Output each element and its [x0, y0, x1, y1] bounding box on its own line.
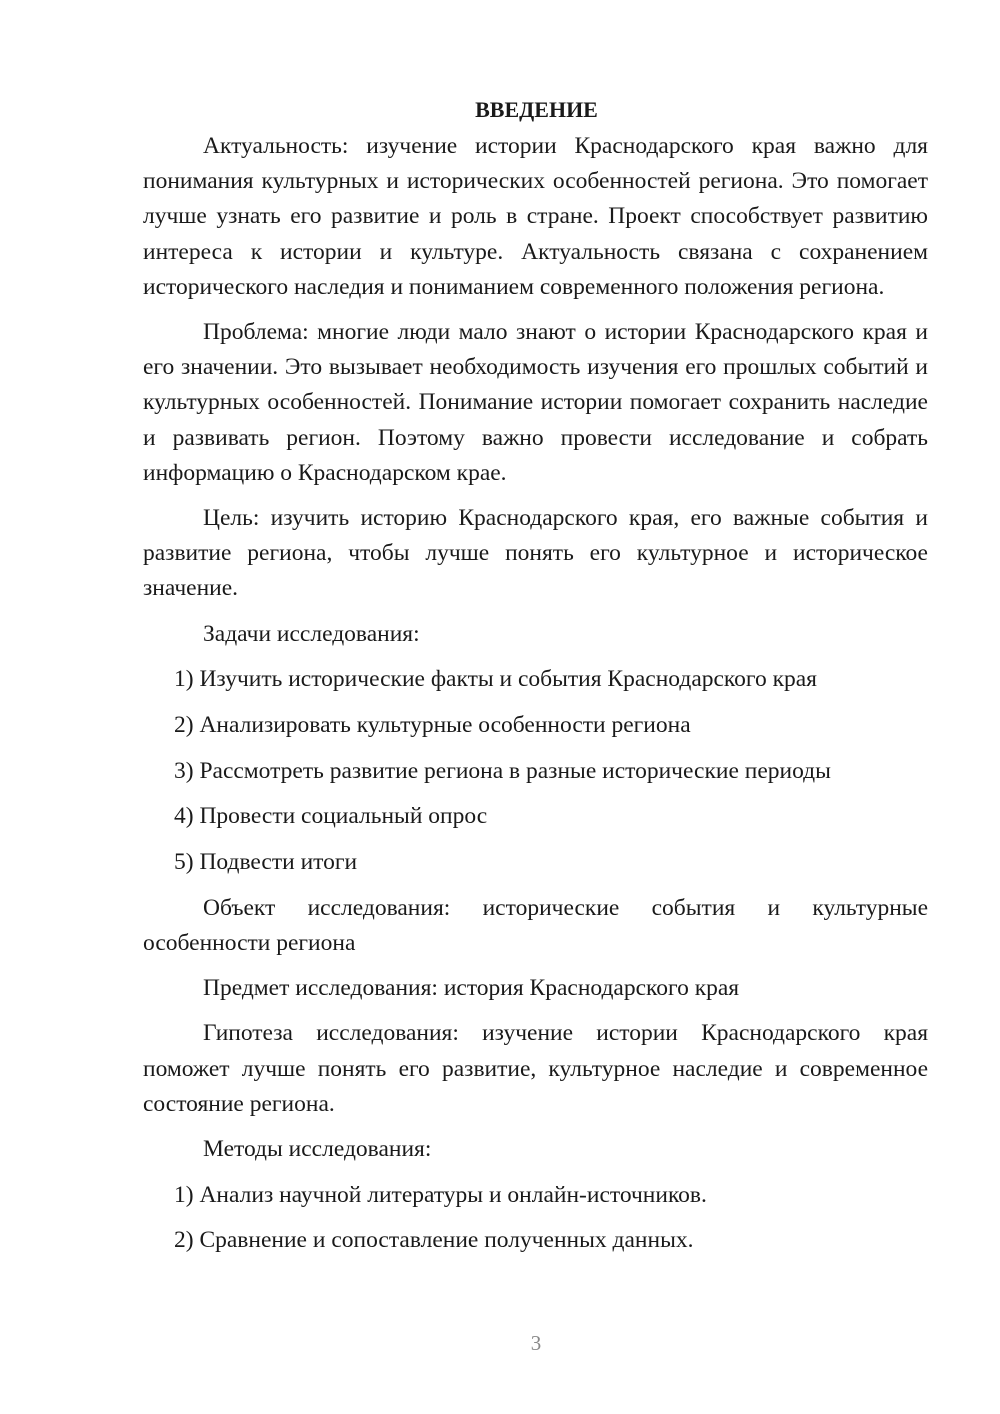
goal-paragraph: Цель: изучить историю Краснодарского края, его важные события и развитие региона, чтобы лучше понять его культурное и историческое значение. — [143, 505, 928, 602]
hypothesis-paragraph: Гипотеза исследования: изучение истории Краснодарского края поможет лучше понять его развитие, культурное наследие и современное состояние региона. — [143, 1020, 928, 1117]
task-item: 3) Рассмотреть развитие региона в разные исторические периоды — [174, 757, 831, 784]
page-content — [143, 92, 928, 1259]
task-item: 5) Подвести итоги — [174, 849, 358, 876]
problem-paragraph: Проблема: многие люди мало знают о истории Краснодарского края и его значении. Это вызывает необходимость изучения его прошлых событий и культурных особенностей. Понимание истории помогает сохранить наследие и развивать регион. Поэтому важно провести исследование и собрать информацию о Краснодарском крае. — [143, 319, 928, 486]
task-item: 1) Изучить исторические факты и события Краснодарского края — [174, 666, 817, 693]
page-number: 3 — [530, 1331, 542, 1355]
method-item: 2) Сравнение и сопоставление полученных данных. — [174, 1227, 694, 1254]
task-item: 4) Провести социальный опрос — [174, 803, 488, 830]
methods-heading: Методы исследования: — [203, 1136, 432, 1163]
method-item: 1) Анализ научной литературы и онлайн-источников. — [174, 1181, 707, 1208]
tasks-heading: Задачи исследования: — [203, 620, 420, 647]
subject-paragraph: Предмет исследования: история Краснодарского края — [203, 975, 740, 1002]
page-title: ВВЕДЕНИЕ — [475, 97, 598, 122]
relevance-paragraph: Актуальность: изучение истории Краснодарского края важно для понимания культурных и исторических особенностей региона. Это помогает лучше узнать его развитие и роль в стране. Проект способствует развитию интереса к истории и культуре. Актуальность связана с сохранением исторического наследия и пониманием современного положения региона. — [143, 133, 928, 300]
object-paragraph: Объект исследования: исторические события и культурные особенности региона — [143, 894, 928, 957]
task-item: 2) Анализировать культурные особенности региона — [174, 712, 691, 739]
